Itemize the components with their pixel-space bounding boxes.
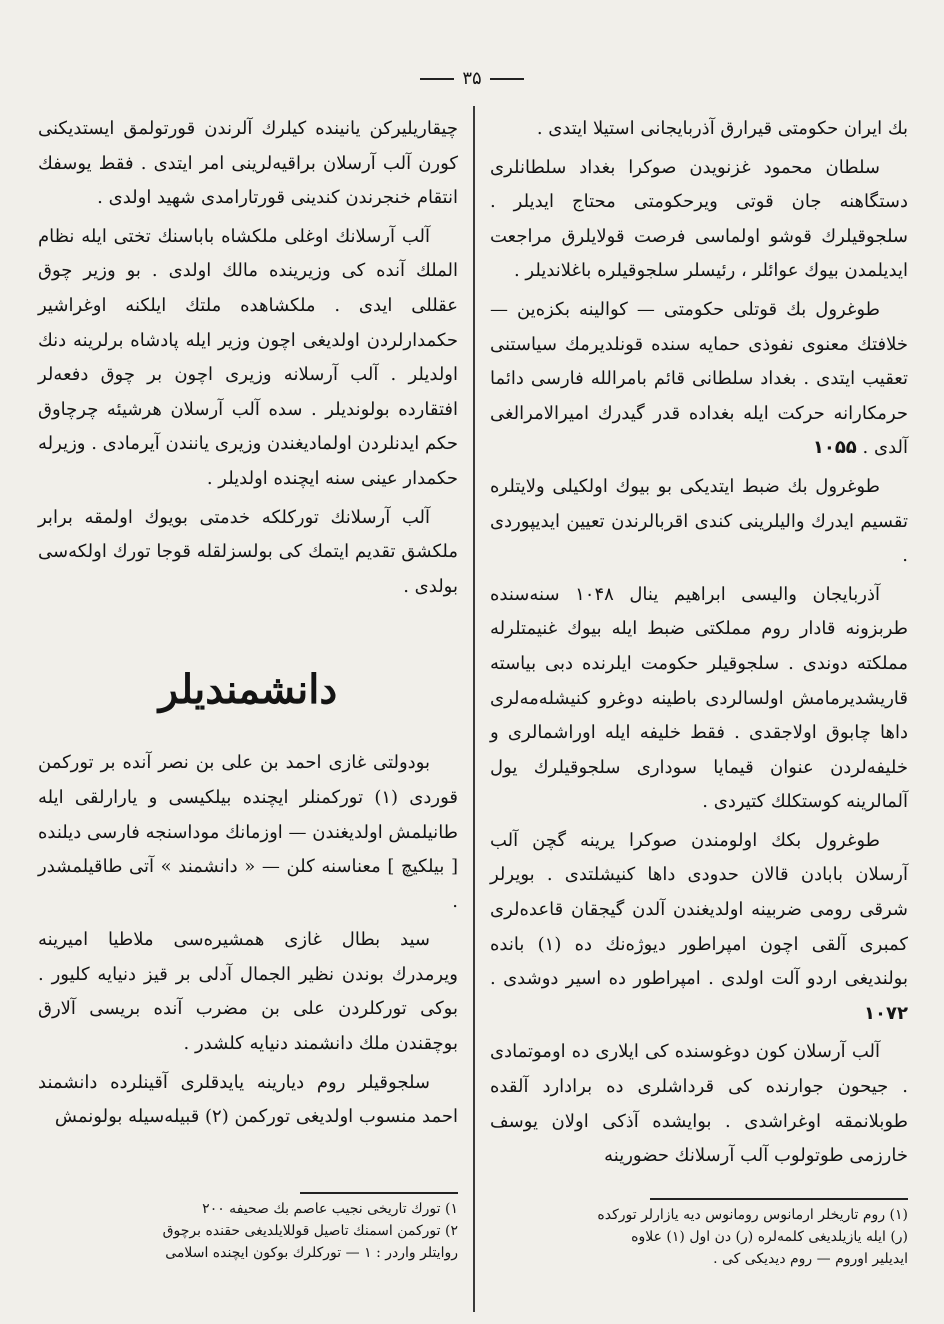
column-divider <box>473 106 475 1312</box>
page-number <box>0 68 944 89</box>
right-paragraph-5: آذربایجان والیسی ابراهیم ینال ۱۰۴۸ سنه‌سنده طربزونه قادار روم مملكتی ضبط ایله بیوك غنیمتلرله مملكته دوندی . سلجوقیلر حكومت ایلرنده دبی بیاسته قاریشدیرمامش اولسالردی باطینه دوغرو كنیشله‌مه‌لری داها چابوق اولاجقدی . فقط خلیفه ایله اوراشمالری و خلیفه‌لردن عنوان قیمایا سوداری سلجوقیلرك یول آلمالرینه كوستكلك كتیردی . <box>490 583 908 813</box>
footnote-right-line-1: (۱) روم تاریخلر ارمانوس رومانوس‌ دیه یازارلر توركده <box>597 1207 908 1223</box>
right-paragraph-6 <box>490 824 908 1032</box>
left-paragraph-2: آلب آرسلانك اوغلی ملكشاه باباسنك تختی ایله نظام الملك آنده كی وزیرینده مالك اولدی . بو وزیر چوق عقللی ایدی . ملكشاهده ملتك ایلكنه اوغراشیر حكمدارلردن اولدیغی اچون وزیر ایله پادشاه برلرینه دنك اولدیلر . آلب آرسلانه وزیری اچون بر چوق دفعه‌لر افتقارده بولوندیلر . سده آلب آرسلان هرشیئه چرچاوق حكم ایدنلردن اولمادیغندن وزیری یانندن آیرمادی . وزیرله حكمدار عینی سنه ایچنده اولدیلر . <box>38 225 458 489</box>
footnote-left-line-1: ۱) تورك تاریخی نجیب عاصم بك صحیفه ۲۰۰ <box>202 1201 458 1217</box>
left-paragraph-1: چیقاریلیركن یانینده كیلرك آلرندن قورتولمق ایستدیكنی كورن آلب آرسلان براقیه‌لرینی امر ایتدی . فقط یوسفك انتقام خنجرندن كندینی قورتارامدی شهید اولدی . <box>38 118 458 209</box>
footnote-left-line-2: ۲) توركمن اسمنك تاصیل قوللایلدیغی حقنده برچوق <box>162 1223 458 1239</box>
left-paragraph-6: سلجوقیلر روم دیارینه یایدقلری آقینلرده دانشمند احمد منسوب اولدیغی تورکمن (۲) قبیله‌سیله بولونمش <box>38 1071 458 1128</box>
page-number-dash-right <box>490 78 524 80</box>
footnotes-right <box>490 1204 908 1270</box>
footnote-left-line-3: روایتلر واردر : ۱ — تورکلرك بوکون ایچنده اسلامی <box>165 1245 458 1261</box>
left-paragraph-4: بودولتی غازی احمد بن علی بن نصر آنده بر تورکمن قوردی (۱) توركمنلر ایچنده بیلكیسی و یارارلقی ایله طانیلمش اولدیغندن — اوزمانك موداسنجه فارسی دیلنده [ بیلكیچ ] معناسنه كلن — « دانشمند » آتی طاقیلمشدر . <box>38 752 458 912</box>
footnote-separator-right <box>650 1198 908 1200</box>
right-paragraph-3-text: طوغرول بك قوتلی حكومتی — كوالینه بكزه‌ین — خلافتك معنوی نفوذی حمایه سنده قونلدیرمك سیاستنی تعقیب ایتدی . بغداد سلطانی قائم بامرالله‌ فارسی دائما حرمكارانه حرکت ایله بغداده قدر گیدرك امیرالامرالغی آلدی . <box>490 298 908 459</box>
footnote-right-line-3: ایدیلیر اوروم — روم دیدیكی كی . <box>713 1251 908 1267</box>
right-paragraph-6-text: طوغرول بكك اولومندن صوكرا یرینه گچن آلب آرسلان بابادن قالان حدودی داها كنیشلتدی . بویرلر شرقی رومی ضربینه اولدیغندن آلدن گیجقان قاعده‌لری كمبری آلقی اچون امپراطور دیوژه‌نك ده (۱) بانده بولندیغی اردو آلت اولدی . امپراطور ده اسیر دوشدی . <box>490 829 908 990</box>
left-paragraph-5: سید بطال غازی همشیره‌سی ملاطیا امیرینه ویرمدرك بوندن نظیر الجمال آدلی بر قیز دنیایه كلیور . بوكی توركلردن علی بن مضرب آنده بریسی آلارق بوچقندن ملك دانشمند دنیایه كلشدر . <box>38 929 458 1055</box>
right-paragraph-4: طوغرول بك ضبط ایتدیکی بو بیوك اولكیلی ولایتلره تقسیم ایدرك والیلرینی كندی اقربالرندن تعیین ایدیپوردی . <box>490 475 908 567</box>
right-column <box>490 112 908 1178</box>
footnote-right-line-2: (ر) ایله یازیلدیغی كلمه‌لره (ر) دن اول (۱) علاوه <box>631 1229 908 1245</box>
right-paragraph-2: سلطان محمود غزنویدن صوكرا بغداد سلطانلری دستگاهنه جان قوتی ویرحكومتی محتاج ایدیلر . سلجوقیلرك قوشو اولماسی فرصت قولایلرق مراجعت ایدیلمدن بیوك عوائلر ، رئیسلر سلجوقیلره باغلاندیلر . <box>490 156 908 282</box>
page-number-value: ۳۵ <box>462 68 482 89</box>
section-title: دانشمندیلر <box>158 666 338 714</box>
right-paragraph-7: آلب آرسلان كون دوغوسنده كی ایلاری ده اوموتمادی . جیحون جوارنده كی قرداشلری ده برادارد آلقده طوبلانمقه اوغراشدی . بوایشده آذكی اولان یوسف خارزمی طوتولوب آلب آرسلانك حضورینه <box>490 1041 908 1167</box>
footnote-separator-left <box>300 1192 458 1194</box>
footnotes-left <box>38 1198 458 1264</box>
left-paragraph-3: آلب آرسلانك توركلكه خدمتی بویوك اولمقه برابر ملكشق تقدیم ایتمك كی بولسزلقله قوجا تورك اولكه‌سی بولدی . <box>38 506 458 597</box>
left-column <box>38 112 458 1139</box>
year-marker-1072: ۱۰۷۲ <box>864 1002 908 1024</box>
year-marker-1055: ۱۰۵۵ <box>812 437 857 459</box>
right-paragraph-3 <box>490 293 908 466</box>
right-paragraph-1: بك ایران حكومتی قیرارق آذربایجانی استیلا ایتدی . <box>536 118 908 139</box>
page-number-dash-left <box>420 78 454 80</box>
